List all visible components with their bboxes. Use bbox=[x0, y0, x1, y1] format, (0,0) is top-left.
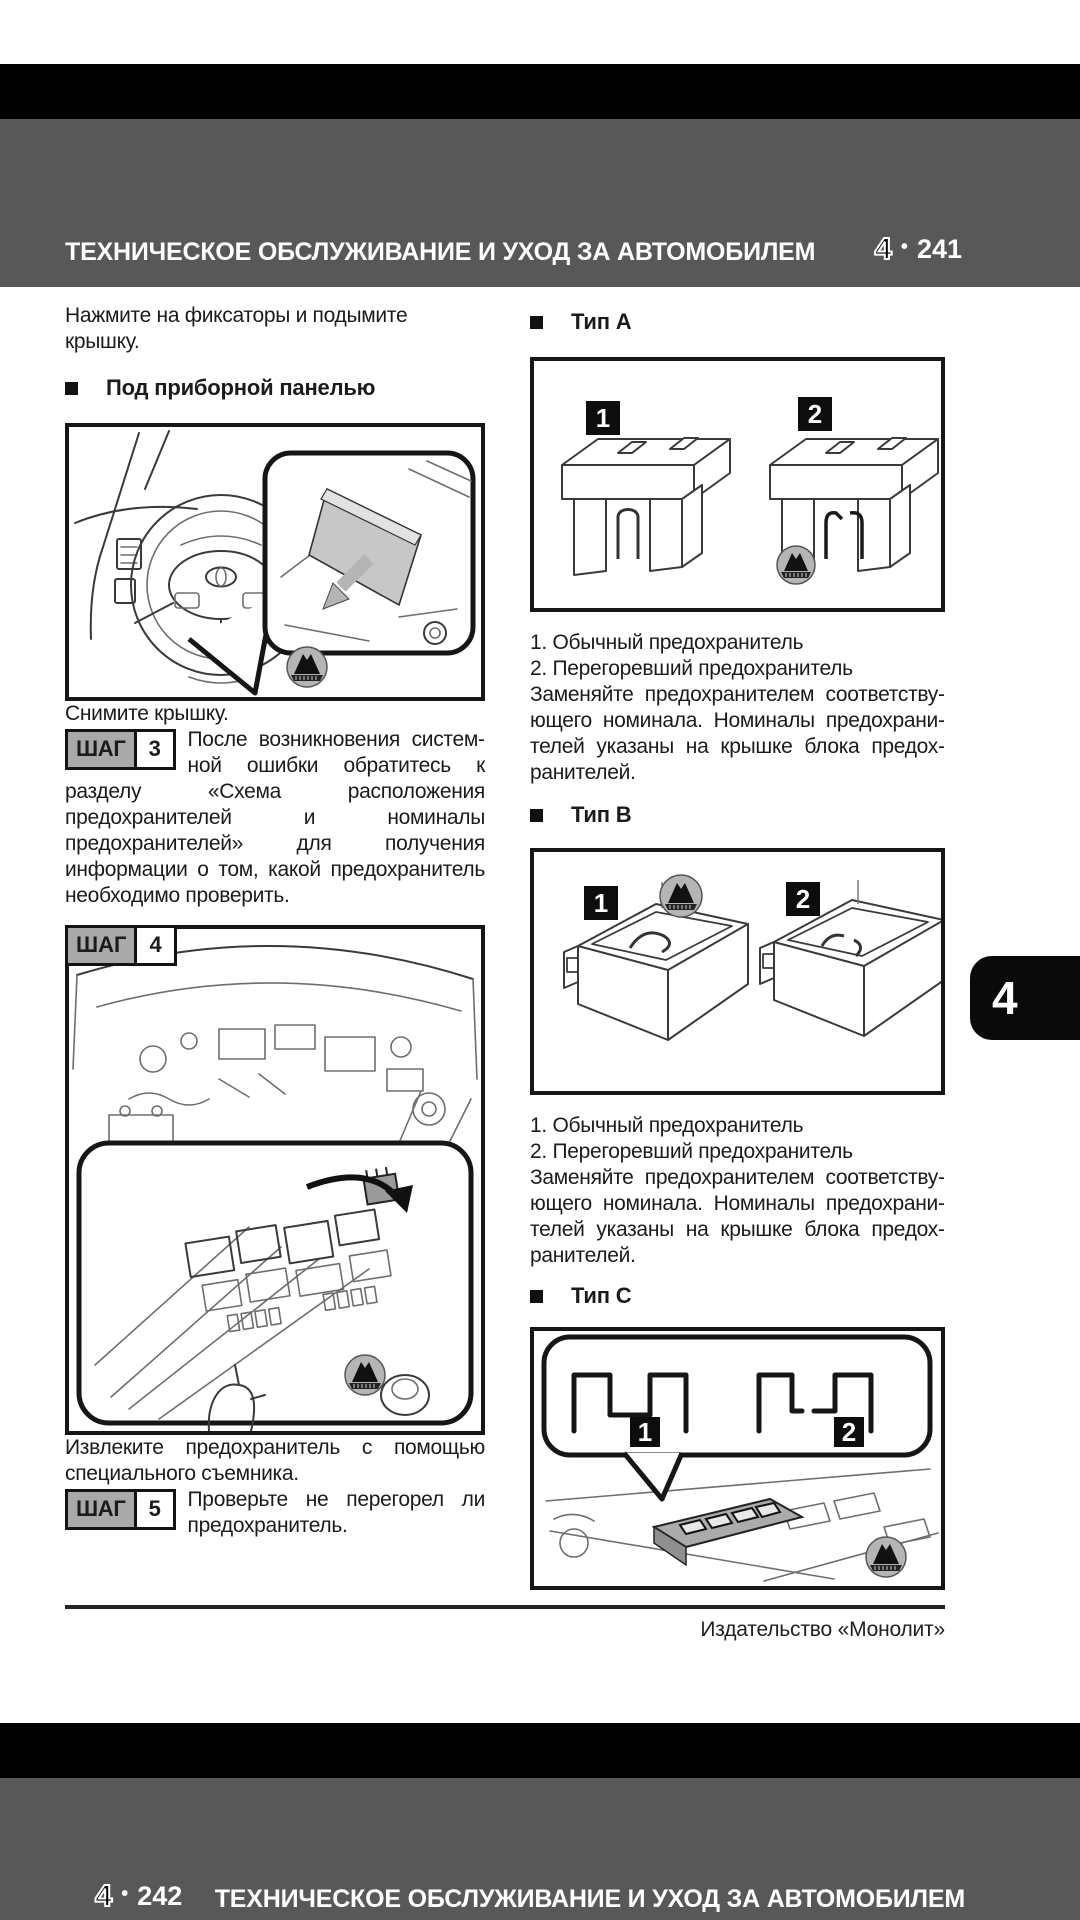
heading-type-c-label: Тип C bbox=[571, 1283, 632, 1308]
paragraph-remove-cover: Снимите крышку. bbox=[65, 702, 229, 725]
type-b-caption-text: Заменяйте предохранителем соответствующего номинала. Номиналы предохранителей указаны на крышке блока предохранителей. bbox=[530, 1166, 945, 1267]
heading-type-a bbox=[530, 309, 945, 335]
monolit-logo-icon bbox=[345, 1355, 385, 1395]
step-5-text: Проверьте не перегорел ли предохранитель. bbox=[187, 1488, 485, 1537]
page-title: ТЕХНИЧЕСКОЕ ОБСЛУЖИВАНИЕ И УХОД ЗА АВТОМОБИЛЕМ bbox=[65, 238, 816, 266]
type-a-label-2: 2 bbox=[807, 399, 823, 429]
type-b-label-2: 2 bbox=[795, 884, 811, 914]
next-chapter-number: 4 bbox=[95, 1878, 113, 1913]
previous-page-margin bbox=[0, 0, 1080, 64]
page-number bbox=[875, 231, 962, 267]
next-page-title: ТЕХНИЧЕСКОЕ ОБСЛУЖИВАНИЕ И УХОД ЗА АВТОМОБИЛЕМ bbox=[214, 1885, 965, 1913]
chapter-number: 4 bbox=[874, 231, 892, 266]
paragraph-step-5 bbox=[65, 1487, 485, 1539]
next-page-header-band bbox=[0, 1778, 1080, 1920]
type-c-label-2: 2 bbox=[841, 1417, 857, 1447]
type-a-illustration bbox=[534, 361, 941, 608]
step-4-badge bbox=[65, 925, 177, 966]
figure-under-dash-fusebox bbox=[65, 423, 485, 701]
step-3-text: После возникновения системной ошибки обратитесь к разделу «Схема расположения предохранителей и номиналы предохранителей» для получения информации о том, какой предохранитель необходимо проверить. bbox=[65, 728, 485, 907]
page-number-value: 241 bbox=[916, 233, 962, 264]
type-a-caption bbox=[530, 630, 945, 786]
heading-under-dash bbox=[65, 375, 485, 401]
page-header-band bbox=[0, 119, 1080, 287]
next-page-top-black-strip bbox=[0, 1723, 1080, 1778]
type-a-label-1: 1 bbox=[595, 403, 611, 433]
bullet-square-icon bbox=[530, 809, 543, 822]
bullet-square-icon bbox=[65, 382, 78, 395]
figure-type-b-fuses bbox=[530, 848, 945, 1095]
heading-type-b-label: Тип B bbox=[571, 802, 632, 827]
chapter-tab bbox=[970, 956, 1080, 1040]
step-5-number: 5 bbox=[137, 1492, 173, 1527]
chapter-tab-number: 4 bbox=[992, 972, 1018, 1024]
heading-type-a-label: Тип A bbox=[571, 309, 632, 334]
type-a-caption-line-1: 1. Обычный предохранитель bbox=[530, 631, 804, 654]
heading-under-dash-label: Под приборной панелью bbox=[106, 375, 376, 400]
step-5-word: ШАГ bbox=[68, 1492, 137, 1527]
bullet-square-icon bbox=[530, 316, 543, 329]
type-b-label-1: 1 bbox=[593, 888, 609, 918]
next-page-number bbox=[95, 1878, 182, 1914]
type-b-caption-line-2: 2. Перегоревший предохранитель bbox=[530, 1140, 853, 1163]
step-4-number: 4 bbox=[137, 928, 173, 963]
step-3-number: 3 bbox=[137, 732, 173, 767]
heading-type-b bbox=[530, 802, 945, 828]
step-5-badge bbox=[65, 1489, 176, 1530]
paragraph-extract-fuse: Извлеките предохранитель с помощью специального съемника. bbox=[65, 1436, 485, 1485]
page-top-black-strip bbox=[0, 64, 1080, 119]
heading-type-c bbox=[530, 1283, 945, 1309]
type-b-caption-line-1: 1. Обычный предохранитель bbox=[530, 1114, 804, 1137]
publisher-line: Издательство «Монолит» bbox=[700, 1618, 945, 1641]
page-number-separator: • bbox=[900, 235, 908, 258]
figure-type-a-fuses bbox=[530, 357, 945, 612]
left-column bbox=[65, 303, 485, 1590]
paragraph-press-fixators: Нажмите на фиксаторы и подымите крышку. bbox=[65, 304, 408, 353]
type-c-label-1: 1 bbox=[637, 1417, 653, 1447]
next-page-number-separator: • bbox=[121, 1882, 129, 1905]
type-a-caption-line-2: 2. Перегоревший предохранитель bbox=[530, 657, 853, 680]
bullet-square-icon bbox=[530, 1290, 543, 1303]
monolit-logo-icon bbox=[287, 647, 327, 687]
step-3-badge bbox=[65, 729, 176, 770]
monolit-logo-icon bbox=[866, 1537, 906, 1577]
engine-bay-illustration bbox=[69, 929, 481, 1431]
paragraph-step-3 bbox=[65, 727, 485, 909]
type-b-illustration bbox=[534, 852, 941, 1091]
footer-rule bbox=[65, 1605, 945, 1609]
monolit-logo-icon bbox=[777, 546, 815, 584]
type-c-illustration bbox=[534, 1331, 941, 1586]
figure-type-c-fusible-links bbox=[530, 1327, 945, 1590]
type-a-caption-text: Заменяйте предохранителем соответствующего номинала. Номиналы предохранителей указаны на крышке блока предохранителей. bbox=[530, 683, 945, 784]
type-b-caption bbox=[530, 1113, 945, 1269]
next-page-number-value: 242 bbox=[137, 1880, 183, 1911]
step-3-word: ШАГ bbox=[68, 732, 137, 767]
step-4-word: ШАГ bbox=[68, 928, 137, 963]
page-content bbox=[0, 287, 1080, 1723]
monolit-logo-icon bbox=[660, 875, 702, 917]
figure-engine-bay-fusebox bbox=[65, 925, 485, 1435]
publisher-row bbox=[65, 1605, 945, 1642]
under-dash-illustration bbox=[69, 427, 481, 697]
right-column bbox=[530, 303, 945, 1590]
